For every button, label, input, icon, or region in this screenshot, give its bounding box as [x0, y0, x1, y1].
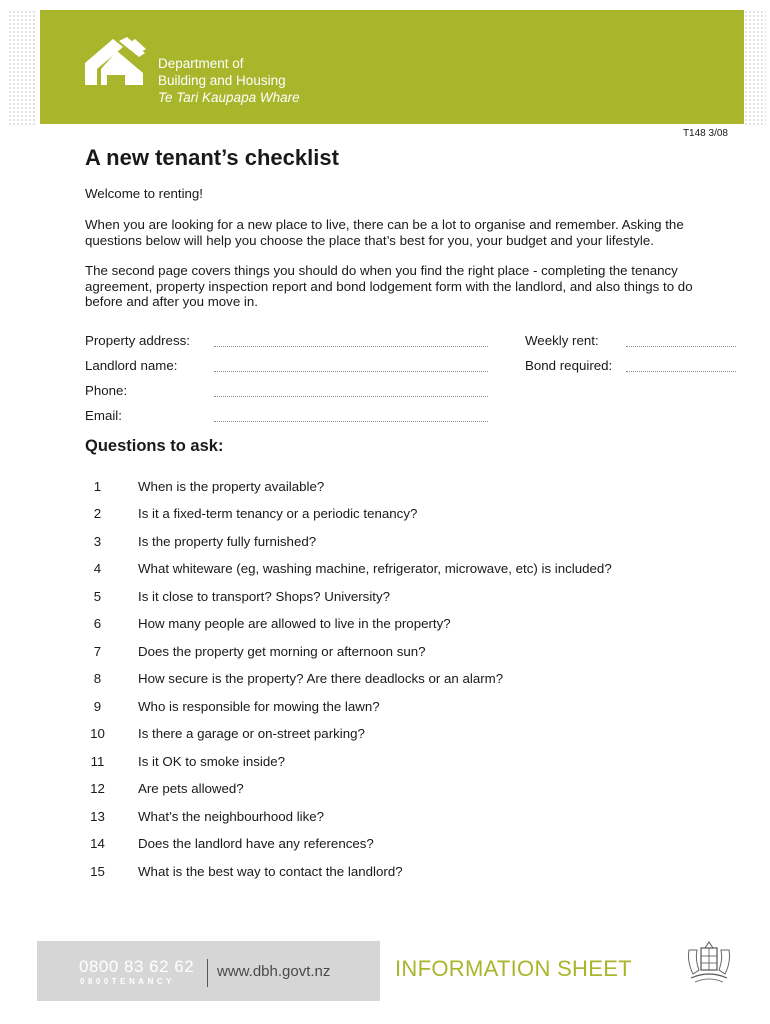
question-row — [85, 864, 705, 882]
question-text: What is the best way to contact the landlord? — [138, 864, 403, 879]
question-number: 4 — [93, 561, 102, 576]
welcome-text: Welcome to renting! — [85, 186, 204, 201]
phone-label: Phone: — [85, 383, 128, 398]
footer-website: www.dbh.govt.nz — [217, 963, 331, 980]
question-number: 7 — [93, 644, 102, 659]
question-row — [85, 589, 705, 607]
question-text: Does the property get morning or afternoon sun? — [138, 644, 426, 659]
nz-coat-of-arms-icon — [683, 940, 735, 986]
email-label: Email: — [85, 408, 122, 423]
footer-phone: 0800 83 62 62 — [79, 957, 195, 976]
question-text: Are pets allowed? — [138, 781, 244, 796]
decorative-dots-left — [8, 10, 36, 125]
question-text: What whiteware (eg, washing machine, refrigerator, microwave, etc) is included? — [138, 561, 612, 576]
question-text: Is it close to transport? Shops? University? — [138, 589, 391, 604]
dept-line-1: Department of — [158, 56, 244, 71]
question-number: 12 — [90, 781, 105, 796]
property-address-field[interactable] — [214, 346, 488, 347]
question-number: 11 — [90, 754, 105, 769]
dept-line-2: Building and Housing — [158, 73, 286, 88]
question-number: 1 — [93, 479, 102, 494]
weekly-rent-label: Weekly rent: — [525, 333, 599, 348]
bond-required-label: Bond required: — [525, 358, 613, 373]
decorative-dots-right — [744, 10, 766, 125]
question-row — [85, 809, 705, 827]
property-address-label: Property address: — [85, 333, 190, 348]
dept-maori-name: Te Tari Kaupapa Whare — [158, 90, 300, 105]
footer-contact-box — [37, 941, 380, 1001]
question-row — [85, 754, 705, 772]
document-code: T148 3/08 — [682, 128, 728, 139]
header-banner — [40, 10, 744, 124]
question-number: 3 — [93, 534, 102, 549]
intro-paragraph: When you are looking for a new place to live, there can be a lot to organise and remember. Asking the questions below will help you choose the place that’s best for you, your budget and your lifestyle. — [85, 217, 684, 248]
footer-phone-letters: 0800TENANCY — [80, 977, 175, 986]
department-name — [158, 55, 300, 106]
question-number: 14 — [90, 836, 105, 851]
question-text: What’s the neighbourhood like? — [138, 809, 325, 824]
question-row — [85, 699, 705, 717]
question-number: 5 — [93, 589, 102, 604]
question-row — [85, 671, 705, 689]
question-row — [85, 781, 705, 799]
question-number: 15 — [90, 864, 105, 879]
question-number: 2 — [93, 506, 102, 521]
question-text: Does the landlord have any references? — [138, 836, 374, 851]
question-row — [85, 479, 705, 497]
question-text: Is the property fully furnished? — [138, 534, 317, 549]
questions-heading: Questions to ask: — [85, 437, 224, 455]
question-row — [85, 506, 705, 524]
question-number: 9 — [93, 699, 102, 714]
bond-required-field[interactable] — [626, 371, 736, 372]
question-text: Is it OK to smoke inside? — [138, 754, 286, 769]
house-logo-icon — [83, 37, 147, 89]
landlord-name-label: Landlord name: — [85, 358, 178, 373]
email-field[interactable] — [214, 421, 488, 422]
question-number: 8 — [93, 671, 102, 686]
information-sheet-label: INFORMATION SHEET — [395, 956, 632, 981]
footer-divider — [207, 959, 208, 987]
question-text: Who is responsible for mowing the lawn? — [138, 699, 380, 714]
question-number: 13 — [90, 809, 105, 824]
question-text: When is the property available? — [138, 479, 325, 494]
phone-field[interactable] — [214, 396, 488, 397]
question-text: Is it a fixed-term tenancy or a periodic tenancy? — [138, 506, 418, 521]
question-row — [85, 616, 705, 634]
page-title: A new tenant’s checklist — [85, 145, 339, 170]
question-text: How many people are allowed to live in the property? — [138, 616, 451, 631]
question-row — [85, 836, 705, 854]
question-text: Is there a garage or on-street parking? — [138, 726, 365, 741]
question-row — [85, 534, 705, 552]
second-page-paragraph: The second page covers things you should do when you find the right place - completing the tenancy agreement, property inspection report and bond lodgement form with the landlord, and also things to do before and after you move in. — [85, 263, 693, 309]
question-text: How secure is the property? Are there deadlocks or an alarm? — [138, 671, 504, 686]
landlord-name-field[interactable] — [214, 371, 488, 372]
question-row — [85, 726, 705, 744]
question-row — [85, 561, 705, 579]
question-number: 10 — [90, 726, 105, 741]
question-row — [85, 644, 705, 662]
question-number: 6 — [93, 616, 102, 631]
weekly-rent-field[interactable] — [626, 346, 736, 347]
